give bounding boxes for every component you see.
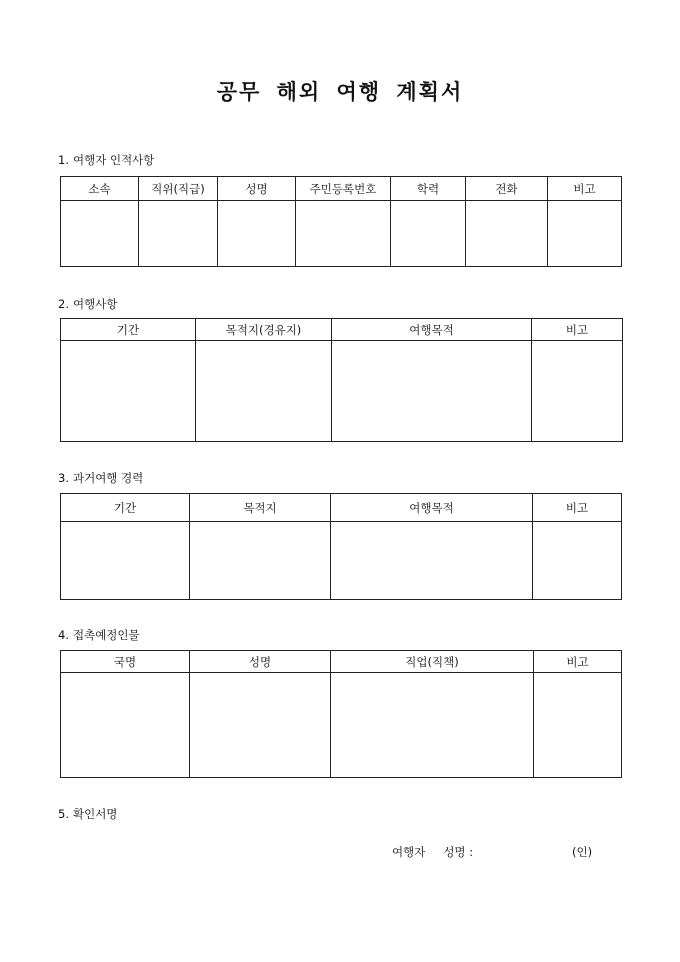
table-cell[interactable] <box>190 522 331 600</box>
section-title: 확인서명 <box>72 807 118 821</box>
column-header-remarks: 비고 <box>548 177 622 201</box>
column-header-purpose: 여행목적 <box>331 494 533 522</box>
table-cell[interactable] <box>534 673 622 778</box>
column-header-name: 성명 <box>218 177 296 201</box>
column-header-phone: 전화 <box>466 177 548 201</box>
table-cell[interactable] <box>466 201 548 267</box>
column-header-purpose: 여행목적 <box>332 319 532 341</box>
planned-contacts-table <box>60 650 622 778</box>
travel-details-table <box>60 318 623 442</box>
table-cell[interactable] <box>533 522 622 600</box>
column-header-remarks: 비고 <box>534 651 622 673</box>
section-number: 4. <box>58 628 69 642</box>
section-4-heading <box>58 627 140 643</box>
column-header-affiliation: 소속 <box>61 177 139 201</box>
table-cell[interactable] <box>532 341 623 442</box>
table-cell[interactable] <box>61 673 190 778</box>
page-title: 공무 해외 여행 계획서 <box>216 79 464 104</box>
section-number: 1. <box>58 153 69 167</box>
column-header-position: 직위(직급) <box>139 177 218 201</box>
column-header-education: 학력 <box>391 177 466 201</box>
table-cell[interactable] <box>190 673 331 778</box>
column-header-resident-number: 주민등록번호 <box>296 177 391 201</box>
section-2-heading <box>58 296 117 312</box>
table-cell[interactable] <box>332 341 532 442</box>
section-1-heading <box>58 152 154 168</box>
table-cell[interactable] <box>218 201 296 267</box>
section-title: 접촉예정인물 <box>72 628 140 642</box>
past-travel-table <box>60 493 622 600</box>
signature-line <box>392 844 593 860</box>
column-header-country: 국명 <box>61 651 190 673</box>
section-title: 여행자 인적사항 <box>72 153 155 167</box>
table-cell[interactable] <box>196 341 332 442</box>
seal-mark[interactable]: (인) <box>572 845 593 859</box>
section-number: 2. <box>58 297 69 311</box>
section-title: 과거여행 경력 <box>72 471 144 485</box>
table-cell[interactable] <box>548 201 622 267</box>
column-header-period: 기간 <box>61 494 190 522</box>
table-cell[interactable] <box>391 201 466 267</box>
section-number: 3. <box>58 471 69 485</box>
table-cell[interactable] <box>61 522 190 600</box>
table-cell[interactable] <box>331 522 533 600</box>
table-cell[interactable] <box>61 341 196 442</box>
column-header-occupation: 직업(직책) <box>331 651 534 673</box>
section-number: 5. <box>58 807 69 821</box>
table-cell[interactable] <box>296 201 391 267</box>
table-cell[interactable] <box>61 201 139 267</box>
column-header-remarks: 비고 <box>533 494 622 522</box>
signature-role: 여행자 <box>392 845 426 859</box>
table-cell[interactable] <box>139 201 218 267</box>
table-cell[interactable] <box>331 673 534 778</box>
column-header-name: 성명 <box>190 651 331 673</box>
column-header-destination: 목적지 <box>190 494 331 522</box>
column-header-remarks: 비고 <box>532 319 623 341</box>
section-3-heading <box>58 470 143 486</box>
column-header-period: 기간 <box>61 319 196 341</box>
section-5-heading <box>58 806 117 822</box>
signature-name-label: 성명 : <box>443 845 474 859</box>
traveler-info-table <box>60 176 622 267</box>
section-title: 여행사항 <box>72 297 118 311</box>
column-header-destination: 목적지(경유지) <box>196 319 332 341</box>
